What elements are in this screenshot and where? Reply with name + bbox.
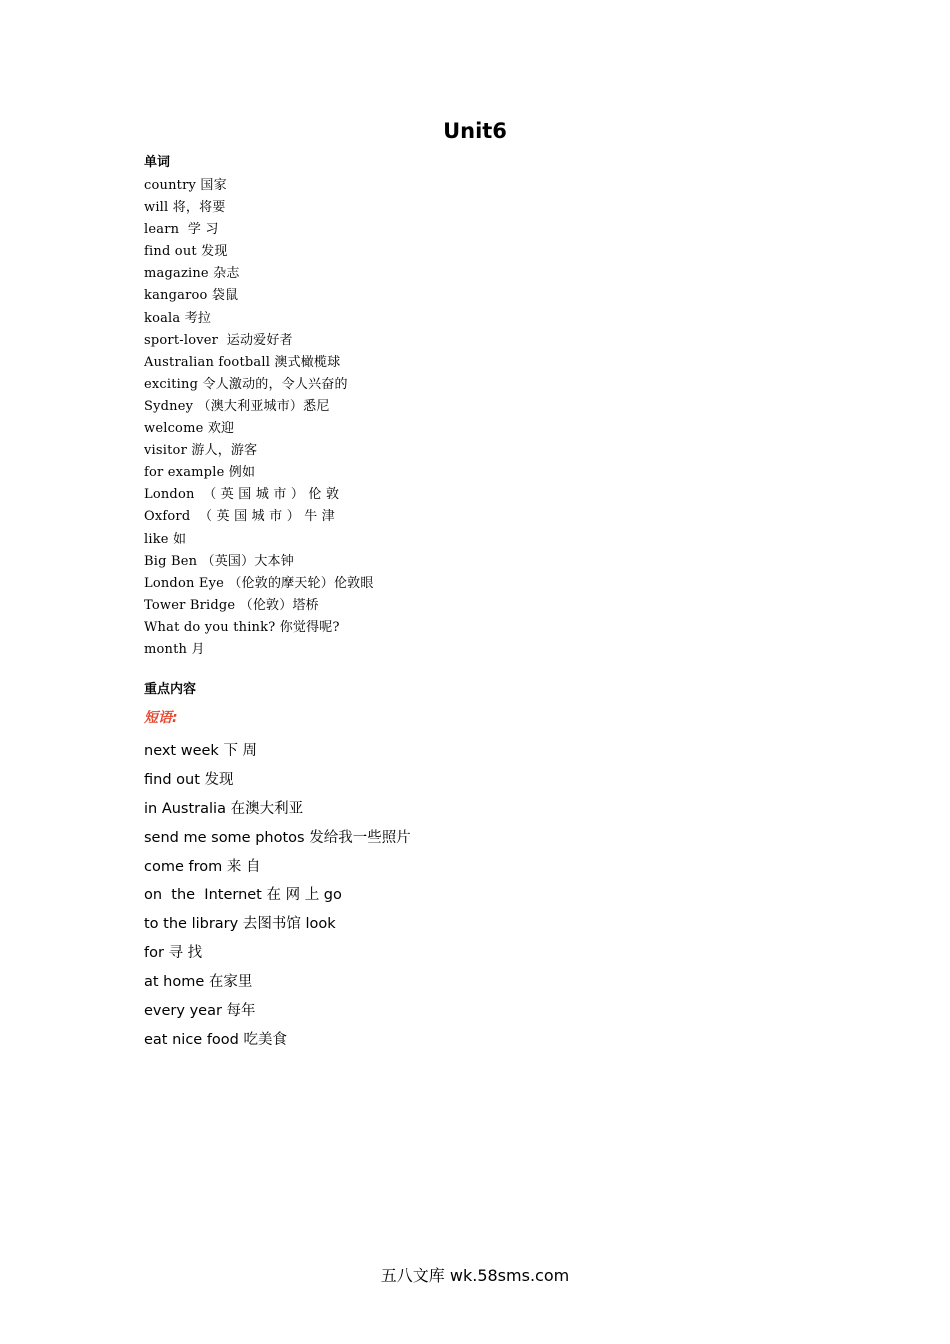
vocab-item: country 国家 [144, 178, 227, 193]
vocab-item: visitor 游人，游客 [144, 443, 258, 459]
phrase-item: in Australia 在澳大利亚 [144, 800, 304, 817]
vocab-item: sport-lover 运动爱好者 [144, 332, 293, 348]
phrase-item: eat nice food 吃美食 [144, 1031, 287, 1048]
phrase-item: come from 来 自 [144, 858, 261, 875]
vocab-item: London （ 英 国 城 市 ） 伦 敦 [144, 487, 340, 503]
phrase-item: on the Internet 在 网 上 go [144, 887, 342, 904]
vocab-item: for example 例如 [144, 465, 256, 481]
vocab-item: find out 发现 [144, 244, 228, 260]
vocab-heading: 单词 [144, 155, 171, 170]
phrase-item: every year 每年 [144, 1003, 256, 1020]
phrases-label: 短语: [144, 710, 178, 726]
phrase-item: at home 在家里 [144, 974, 253, 991]
phrase-item: for 寻 找 [144, 945, 203, 962]
vocab-item: will 将，将要 [144, 200, 226, 216]
vocab-item: Australian football 澳式橄榄球 [144, 354, 341, 370]
vocab-item: koala 考拉 [144, 310, 212, 326]
vocab-item: Tower Bridge （伦敦）塔桥 [144, 597, 319, 613]
vocab-list [144, 175, 374, 661]
vocab-item: magazine 杂志 [144, 266, 240, 282]
vocab-item: month 月 [144, 641, 205, 657]
vocab-item: Big Ben （英国）大本钟 [144, 553, 294, 569]
key-content-heading: 重点内容 [144, 682, 197, 697]
vocab-item: learn 学 习 [144, 222, 219, 238]
phrase-item: find out 发现 [144, 771, 234, 788]
vocab-item: What do you think? 你觉得呢? [144, 619, 340, 635]
footer-watermark: 五八文库 wk.58sms.com [380, 1266, 570, 1285]
phrase-item: next week 下 周 [144, 743, 258, 759]
vocab-item: kangaroo 袋鼠 [144, 288, 239, 304]
phrase-item: to the library 去图书馆 look [144, 916, 336, 933]
vocab-item: exciting 令人激动的，令人兴奋的 [144, 376, 348, 392]
vocab-item: London Eye （伦敦的摩天轮）伦敦眼 [144, 575, 374, 591]
vocab-item: welcome 欢迎 [144, 421, 235, 437]
phrase-list [144, 737, 411, 1055]
page-title: Unit6 [443, 119, 507, 143]
vocab-item: Oxford （ 英 国 城 市 ） 牛 津 [144, 509, 335, 525]
vocab-item: like 如 [144, 531, 187, 547]
phrase-item: send me some photos 发给我一些照片 [144, 829, 411, 846]
vocab-item: Sydney （澳大利亚城市）悉尼 [144, 398, 330, 414]
